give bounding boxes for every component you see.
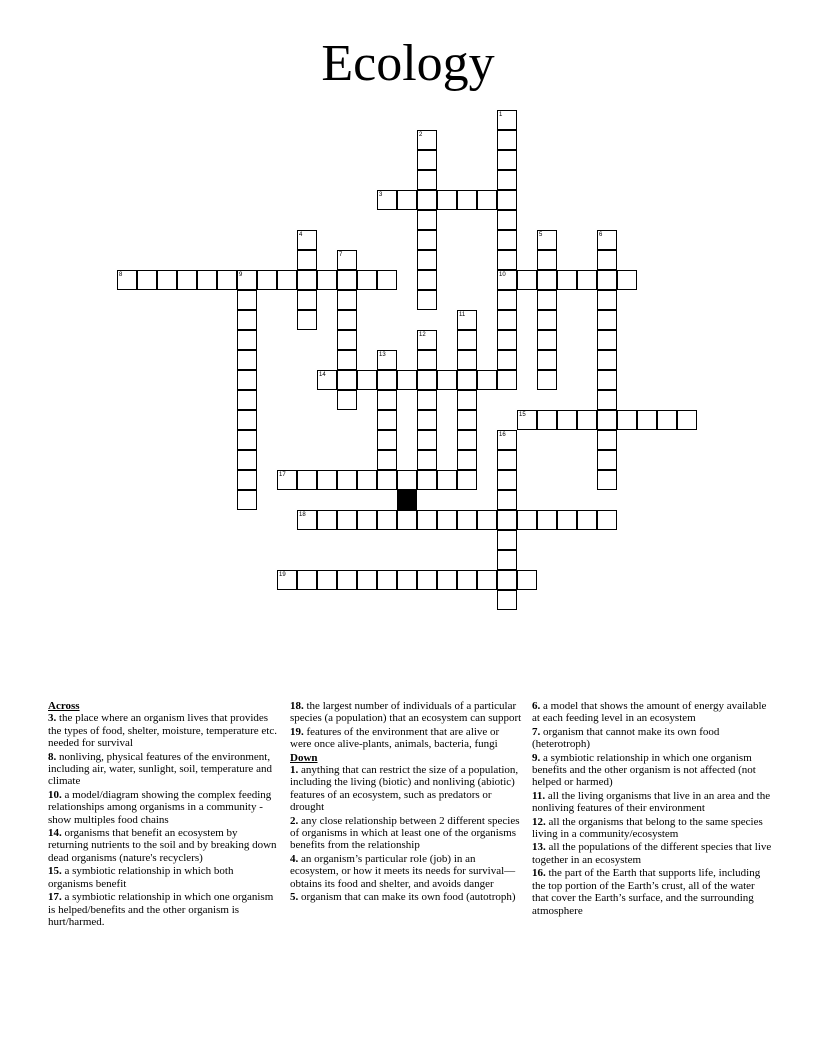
grid-cell[interactable] bbox=[337, 370, 357, 390]
grid-cell[interactable] bbox=[437, 190, 457, 210]
clue-number-label: 13. bbox=[532, 841, 549, 854]
grid-cell[interactable] bbox=[497, 130, 517, 150]
grid-cell[interactable] bbox=[337, 310, 357, 330]
grid-cell[interactable] bbox=[297, 470, 317, 490]
grid-cell[interactable] bbox=[457, 470, 477, 490]
grid-cell[interactable] bbox=[597, 450, 617, 470]
clue-text: the largest number of individuals of a particular species (a population) that an ecosystem can support bbox=[290, 700, 522, 725]
clue-text: organisms that benefit an ecosystem by returning nutrients to the soil and by breaking down dead organisms (nature's recyclers) bbox=[48, 827, 277, 864]
grid-cell[interactable] bbox=[337, 250, 357, 270]
grid-cell[interactable] bbox=[417, 250, 437, 270]
clue-number-label: 12. bbox=[532, 815, 549, 828]
clue-text: all the populations of the different species that live together in an ecosystem bbox=[532, 841, 772, 866]
clue-number: 14 bbox=[319, 372, 326, 378]
grid-cell[interactable] bbox=[377, 510, 397, 530]
grid-cell[interactable] bbox=[457, 430, 477, 450]
grid-cell[interactable] bbox=[637, 410, 657, 430]
grid-cell[interactable] bbox=[597, 330, 617, 350]
grid-cell[interactable] bbox=[497, 550, 517, 570]
grid-cell[interactable] bbox=[357, 370, 377, 390]
grid-cell[interactable] bbox=[377, 390, 397, 410]
grid-cell[interactable] bbox=[197, 270, 217, 290]
grid-cell[interactable] bbox=[497, 190, 517, 210]
grid-cell[interactable] bbox=[297, 570, 317, 590]
clues-column-3 bbox=[532, 700, 772, 918]
grid-cell[interactable] bbox=[497, 590, 517, 610]
clue-number-label: 9. bbox=[532, 751, 543, 764]
down-heading: Down bbox=[290, 751, 318, 764]
grid-cell[interactable] bbox=[237, 390, 257, 410]
grid-cell[interactable] bbox=[237, 470, 257, 490]
down-clue bbox=[290, 853, 522, 890]
grid-cell[interactable] bbox=[277, 570, 297, 590]
grid-cell[interactable] bbox=[377, 190, 397, 210]
across-heading: Across bbox=[48, 700, 80, 712]
grid-cell[interactable] bbox=[417, 570, 437, 590]
grid-cell[interactable] bbox=[477, 570, 497, 590]
grid-cell[interactable] bbox=[297, 270, 317, 290]
clue-number: 3 bbox=[379, 192, 383, 198]
grid-cell[interactable] bbox=[417, 170, 437, 190]
grid-cell[interactable] bbox=[497, 150, 517, 170]
grid-cell[interactable] bbox=[417, 270, 437, 290]
grid-cell[interactable] bbox=[237, 290, 257, 310]
across-clue bbox=[290, 726, 522, 751]
grid-cell[interactable] bbox=[457, 410, 477, 430]
grid-cell[interactable] bbox=[157, 270, 177, 290]
down-clue bbox=[290, 891, 522, 903]
grid-cell[interactable] bbox=[237, 430, 257, 450]
grid-cell[interactable] bbox=[457, 570, 477, 590]
grid-cell[interactable] bbox=[237, 410, 257, 430]
grid-cell[interactable] bbox=[537, 230, 557, 250]
grid-cell[interactable] bbox=[357, 470, 377, 490]
grid-cell[interactable] bbox=[397, 370, 417, 390]
grid-cell[interactable] bbox=[457, 350, 477, 370]
clue-number-label: 5. bbox=[290, 891, 301, 904]
clue-number: 17 bbox=[279, 472, 286, 478]
grid-cell[interactable] bbox=[597, 230, 617, 250]
clue-number-label: 16. bbox=[532, 867, 549, 880]
clue-text: a symbiotic relationship in which one organism benefits and the other organism is not affected (not helped or harmed) bbox=[532, 751, 756, 789]
grid-cell[interactable] bbox=[237, 350, 257, 370]
down-clue bbox=[532, 752, 772, 789]
grid-cell[interactable] bbox=[297, 290, 317, 310]
grid-cell[interactable] bbox=[497, 110, 517, 130]
grid-cell[interactable] bbox=[497, 290, 517, 310]
grid-cell[interactable] bbox=[397, 190, 417, 210]
clue-text: a model that shows the amount of energy available at each feeding level in an ecosystem bbox=[532, 700, 767, 725]
clue-number: 11 bbox=[459, 312, 466, 318]
across-clue bbox=[48, 712, 278, 749]
clue-number-label: 7. bbox=[532, 725, 543, 738]
clue-text: a symbiotic relationship in which one organism is helped/benefits and the other organism is hurt/harmed. bbox=[48, 891, 274, 928]
clue-text: the place where an organism lives that provides the types of food, shelter, moisture, temperature etc. needed for survival bbox=[48, 712, 277, 750]
clue-number-label: 19. bbox=[290, 725, 307, 738]
grid-cell[interactable] bbox=[497, 230, 517, 250]
grid-cell[interactable] bbox=[257, 270, 277, 290]
grid-cell[interactable] bbox=[537, 350, 557, 370]
grid-cell[interactable] bbox=[417, 230, 437, 250]
page-title: Ecology bbox=[321, 35, 495, 92]
grid-cell[interactable] bbox=[537, 510, 557, 530]
grid-cell[interactable] bbox=[237, 490, 257, 510]
grid-cell[interactable] bbox=[317, 510, 337, 530]
grid-cell[interactable] bbox=[317, 370, 337, 390]
clue-number: 12 bbox=[419, 332, 426, 338]
across-clue bbox=[48, 751, 278, 788]
grid-cell[interactable] bbox=[597, 390, 617, 410]
clue-number-label: 18. bbox=[290, 700, 307, 712]
grid-cell[interactable] bbox=[337, 510, 357, 530]
grid-cell[interactable] bbox=[217, 270, 237, 290]
grid-cell[interactable] bbox=[417, 390, 437, 410]
grid-cell[interactable] bbox=[497, 310, 517, 330]
grid-cell[interactable] bbox=[297, 510, 317, 530]
clue-text: all the living organisms that live in an area and the nonliving features of their environment bbox=[532, 789, 771, 815]
clue-text: features of the environment that are alive or were once alive-plants, animals, bacteria, fungi bbox=[290, 725, 500, 751]
grid-cell[interactable] bbox=[477, 190, 497, 210]
across-clue bbox=[48, 789, 278, 826]
grid-cell[interactable] bbox=[377, 470, 397, 490]
grid-cell[interactable] bbox=[557, 510, 577, 530]
down-clue bbox=[532, 790, 772, 815]
grid-cell[interactable] bbox=[337, 330, 357, 350]
clue-number: 13 bbox=[379, 352, 386, 358]
grid-cell[interactable] bbox=[497, 510, 517, 530]
grid-cell[interactable] bbox=[417, 450, 437, 470]
grid-cell[interactable] bbox=[417, 290, 437, 310]
clue-number-label: 2. bbox=[290, 814, 301, 827]
grid-cell[interactable] bbox=[557, 270, 577, 290]
grid-cell[interactable] bbox=[497, 490, 517, 510]
grid-cell[interactable] bbox=[377, 570, 397, 590]
clue-number-label: 3. bbox=[48, 712, 59, 725]
grid-cell[interactable] bbox=[417, 130, 437, 150]
grid-cell[interactable] bbox=[477, 370, 497, 390]
grid-cell[interactable] bbox=[457, 450, 477, 470]
grid-cell[interactable] bbox=[337, 390, 357, 410]
grid-cell[interactable] bbox=[517, 270, 537, 290]
grid-cell[interactable] bbox=[497, 430, 517, 450]
grid-cell[interactable] bbox=[417, 430, 437, 450]
grid-cell[interactable] bbox=[317, 470, 337, 490]
grid-cell[interactable] bbox=[657, 410, 677, 430]
grid-cell[interactable] bbox=[417, 190, 437, 210]
grid-cell[interactable] bbox=[377, 430, 397, 450]
grid-cell[interactable] bbox=[417, 470, 437, 490]
grid-cell[interactable] bbox=[617, 270, 637, 290]
grid-cell[interactable] bbox=[317, 570, 337, 590]
grid-cell[interactable] bbox=[557, 410, 577, 430]
clue-text: nonliving, physical features of the environment, including air, water, sunlight, soil, temperature and climate bbox=[48, 750, 272, 788]
clue-number: 6 bbox=[599, 232, 603, 238]
down-clue bbox=[532, 726, 772, 751]
clue-number-label: 4. bbox=[290, 852, 301, 865]
down-clue bbox=[532, 700, 772, 725]
grid-cell[interactable] bbox=[597, 350, 617, 370]
grid-cell[interactable] bbox=[497, 210, 517, 230]
clue-number: 16 bbox=[499, 432, 506, 438]
grid-cell[interactable] bbox=[337, 570, 357, 590]
grid-cell[interactable] bbox=[237, 370, 257, 390]
grid-cell[interactable] bbox=[537, 310, 557, 330]
down-clue bbox=[290, 764, 522, 814]
grid-cell[interactable] bbox=[417, 510, 437, 530]
down-clue bbox=[290, 815, 522, 852]
grid-cell[interactable] bbox=[677, 410, 697, 430]
grid-cell[interactable] bbox=[597, 430, 617, 450]
grid-cell[interactable] bbox=[337, 350, 357, 370]
clue-text: a symbiotic relationship in which both organisms benefit bbox=[48, 865, 234, 890]
clue-text: the part of the Earth that supports life, including the top portion of the Earth’s crust, all of the water that cover the Earth’s surface, and the surrounding atmosphere bbox=[532, 867, 761, 917]
grid-cell[interactable] bbox=[237, 270, 257, 290]
clue-number-label: 10. bbox=[48, 788, 65, 801]
grid-cell[interactable] bbox=[417, 370, 437, 390]
grid-cell[interactable] bbox=[457, 190, 477, 210]
grid-cell[interactable] bbox=[497, 370, 517, 390]
grid-cell[interactable] bbox=[537, 370, 557, 390]
grid-cell[interactable] bbox=[497, 570, 517, 590]
clue-text: organism that can make its own food (autotroph) bbox=[301, 891, 516, 904]
grid-cell[interactable] bbox=[517, 410, 537, 430]
grid-cell[interactable] bbox=[497, 270, 517, 290]
grid-cell[interactable] bbox=[497, 170, 517, 190]
grid-cell[interactable] bbox=[357, 570, 377, 590]
clues-column-2 bbox=[290, 700, 522, 905]
grid-cell[interactable] bbox=[477, 510, 497, 530]
grid-cell[interactable] bbox=[417, 210, 437, 230]
across-clue bbox=[290, 700, 522, 725]
grid-cell[interactable] bbox=[317, 270, 337, 290]
grid-cell[interactable] bbox=[357, 510, 377, 530]
grid-cell[interactable] bbox=[377, 350, 397, 370]
grid-cell[interactable] bbox=[417, 330, 437, 350]
grid-cell[interactable] bbox=[297, 310, 317, 330]
clue-number: 8 bbox=[119, 272, 123, 278]
grid-cell[interactable] bbox=[537, 290, 557, 310]
grid-cell[interactable] bbox=[337, 270, 357, 290]
grid-cell[interactable] bbox=[617, 410, 637, 430]
grid-cell[interactable] bbox=[597, 270, 617, 290]
grid-cell[interactable] bbox=[537, 270, 557, 290]
grid-cell[interactable] bbox=[437, 470, 457, 490]
grid-cell[interactable] bbox=[437, 510, 457, 530]
grid-cell[interactable] bbox=[177, 270, 197, 290]
clue-number: 10 bbox=[499, 272, 506, 278]
clue-text: a model/diagram showing the complex feeding relationships among organisms in a community -show multiples food chains bbox=[48, 788, 272, 826]
grid-cell[interactable] bbox=[577, 410, 597, 430]
clue-text: any close relationship between 2 different species of organisms in which at least one of the organisms benefits from the relationship bbox=[290, 814, 520, 852]
grid-cell[interactable] bbox=[597, 510, 617, 530]
down-clue bbox=[532, 816, 772, 841]
grid-cell[interactable] bbox=[497, 470, 517, 490]
grid-cell[interactable] bbox=[597, 470, 617, 490]
grid-cell[interactable] bbox=[597, 290, 617, 310]
grid-cell[interactable] bbox=[437, 570, 457, 590]
grid-cell[interactable] bbox=[337, 290, 357, 310]
clue-number: 2 bbox=[419, 132, 423, 138]
grid-cell[interactable] bbox=[597, 370, 617, 390]
clue-number: 19 bbox=[279, 572, 286, 578]
grid-cell[interactable] bbox=[517, 510, 537, 530]
grid-cell[interactable] bbox=[497, 350, 517, 370]
clue-text: organism that cannot make its own food (heterotroph) bbox=[532, 725, 720, 751]
grid-cell[interactable] bbox=[397, 470, 417, 490]
grid-cell[interactable] bbox=[457, 390, 477, 410]
clue-number: 15 bbox=[519, 412, 526, 418]
grid-cell[interactable] bbox=[417, 350, 437, 370]
grid-cell[interactable] bbox=[497, 330, 517, 350]
grid-cell[interactable] bbox=[277, 270, 297, 290]
across-clue bbox=[48, 865, 278, 890]
grid-cell[interactable] bbox=[597, 410, 617, 430]
down-clue bbox=[532, 867, 772, 917]
clue-number: 5 bbox=[539, 232, 543, 238]
grid-cell[interactable] bbox=[537, 410, 557, 430]
clue-number-label: 15. bbox=[48, 865, 65, 878]
clue-number-label: 14. bbox=[48, 827, 65, 840]
clue-text: all the organisms that belong to the same species living in a community/ecosystem bbox=[532, 815, 763, 841]
clue-number-label: 1. bbox=[290, 764, 301, 777]
grid-cell[interactable] bbox=[337, 470, 357, 490]
grid-cell[interactable] bbox=[117, 270, 137, 290]
grid-cell[interactable] bbox=[577, 270, 597, 290]
grid-cell[interactable] bbox=[537, 330, 557, 350]
down-clue bbox=[532, 841, 772, 866]
grid-cell[interactable] bbox=[277, 470, 297, 490]
grid-cell[interactable] bbox=[457, 330, 477, 350]
grid-cell[interactable] bbox=[377, 270, 397, 290]
grid-cell[interactable] bbox=[517, 570, 537, 590]
grid-cell[interactable] bbox=[417, 410, 437, 430]
grid-cell[interactable] bbox=[437, 370, 457, 390]
grid-cell[interactable] bbox=[237, 450, 257, 470]
grid-cell[interactable] bbox=[237, 330, 257, 350]
grid-cell[interactable] bbox=[457, 310, 477, 330]
clue-number-label: 17. bbox=[48, 891, 65, 904]
grid-cell[interactable] bbox=[297, 250, 317, 270]
grid-cell[interactable] bbox=[377, 370, 397, 390]
grid-cell[interactable] bbox=[237, 310, 257, 330]
clues-column-1 bbox=[48, 700, 278, 929]
grid-cell[interactable] bbox=[457, 370, 477, 390]
grid-cell[interactable] bbox=[377, 410, 397, 430]
clue-number: 9 bbox=[239, 272, 243, 278]
grid-cell[interactable] bbox=[397, 510, 417, 530]
clue-number: 4 bbox=[299, 232, 303, 238]
grid-cell[interactable] bbox=[357, 270, 377, 290]
clue-number: 7 bbox=[339, 252, 343, 258]
clue-number: 18 bbox=[299, 512, 306, 518]
grid-cell[interactable] bbox=[497, 450, 517, 470]
grid-cell[interactable] bbox=[397, 570, 417, 590]
grid-cell[interactable] bbox=[377, 450, 397, 470]
clue-number-label: 11. bbox=[532, 789, 548, 802]
grid-cell[interactable] bbox=[537, 250, 557, 270]
clue-number: 1 bbox=[499, 112, 503, 118]
grid-cell[interactable] bbox=[497, 250, 517, 270]
across-clue bbox=[48, 827, 278, 864]
grid-cell[interactable] bbox=[497, 530, 517, 550]
clue-number-label: 8. bbox=[48, 750, 59, 763]
grid-cell[interactable] bbox=[577, 510, 597, 530]
grid-cell[interactable] bbox=[597, 310, 617, 330]
grid-cell[interactable] bbox=[417, 150, 437, 170]
clue-number-label: 6. bbox=[532, 700, 543, 712]
across-clue bbox=[48, 891, 278, 928]
grid-cell[interactable] bbox=[137, 270, 157, 290]
clue-text: anything that can restrict the size of a population, including the living (biotic) and nonliving (abiotic) features of an ecosystem, such as predators or drought bbox=[290, 764, 519, 814]
clue-text: an organism’s particular role (job) in an ecosystem, or how it meets its needs for survival—obtains its food and shelter, and avoids danger bbox=[290, 852, 516, 890]
grid-cell[interactable] bbox=[457, 510, 477, 530]
grid-cell[interactable] bbox=[297, 230, 317, 250]
black-square bbox=[397, 490, 417, 510]
grid-cell[interactable] bbox=[597, 250, 617, 270]
